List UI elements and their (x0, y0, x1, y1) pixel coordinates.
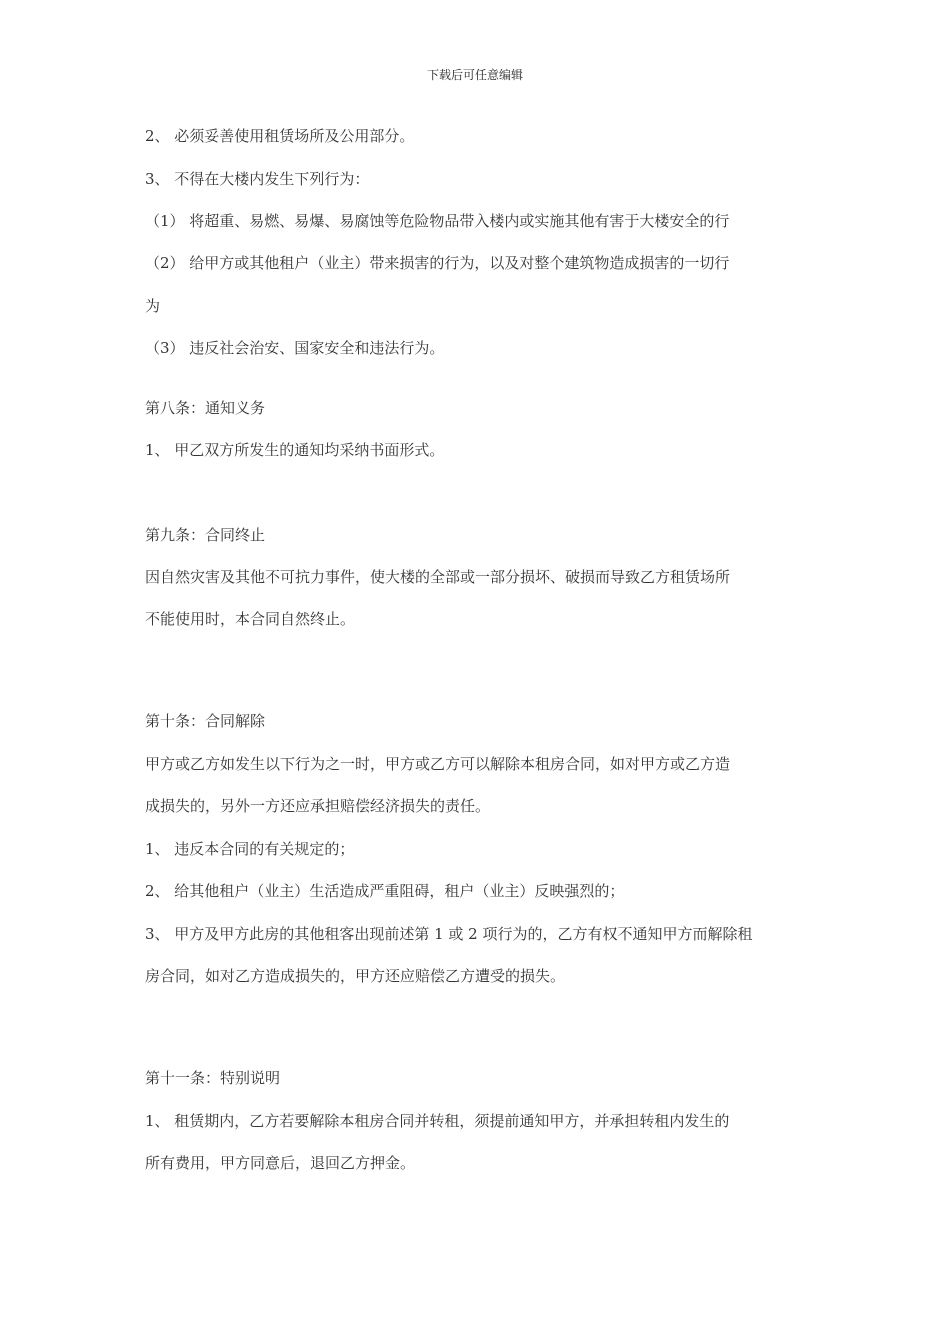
clause-8-heading: 第八条：通知义务 (145, 399, 266, 417)
clause-7-item-2: 2、 必须妥善使用租赁场所及公用部分。 (145, 127, 415, 145)
page-header: 下载后可任意编辑 (426, 68, 523, 82)
clause-7-subitem-2-cont: 为 (145, 297, 161, 315)
clause-10-item-2: 2、 给其他租户（业主）生活造成严重阻碍，租户（业主）反映强烈的； (145, 882, 625, 900)
clause-10-item-1: 1、 违反本合同的有关规定的； (145, 840, 355, 858)
clause-11-item-1-cont: 所有费用，甲方同意后，退回乙方押金。 (145, 1154, 416, 1172)
clause-11-item-1: 1、 租赁期内，乙方若要解除本租房合同并转租，须提前通知甲方，并承担转租内发生的 (145, 1112, 730, 1130)
clause-10-item-3: 3、 甲方及甲方此房的其他租客出现前述第 1 或 2 项行为的，乙方有权不通知甲方而解除租 (145, 925, 753, 943)
clause-10-heading: 第十条：合同解除 (145, 712, 266, 730)
clause-9-text-1: 因自然灾害及其他不可抗力事件，使大楼的全部或一部分损坏、破损而导致乙方租赁场所 (145, 568, 731, 586)
clause-7-subitem-3: （3） 违反社会治安、国家安全和违法行为。 (145, 339, 445, 357)
clause-10-text-2: 成损失的，另外一方还应承担赔偿经济损失的责任。 (145, 797, 491, 815)
clause-8-item-1: 1、 甲乙双方所发生的通知均采纳书面形式。 (145, 441, 445, 459)
clause-9-heading: 第九条：合同终止 (145, 526, 266, 544)
clause-7-subitem-1: （1） 将超重、易燃、易爆、易腐蚀等危险物品带入楼内或实施其他有害于大楼安全的行 (145, 212, 730, 230)
clause-9-text-2: 不能使用时，本合同自然终止。 (145, 610, 356, 628)
clause-7-item-3: 3、 不得在大楼内发生下列行为： (145, 170, 370, 188)
clause-10-item-3-cont: 房合同，如对乙方造成损失的，甲方还应赔偿乙方遭受的损失。 (145, 967, 566, 985)
clause-11-heading: 第十一条：特别说明 (145, 1069, 281, 1087)
clause-7-subitem-2: （2） 给甲方或其他租户（业主）带来损害的行为，以及对整个建筑物造成损害的一切行 (145, 254, 730, 272)
clause-10-text-1: 甲方或乙方如发生以下行为之一时，甲方或乙方可以解除本租房合同，如对甲方或乙方造 (145, 755, 731, 773)
